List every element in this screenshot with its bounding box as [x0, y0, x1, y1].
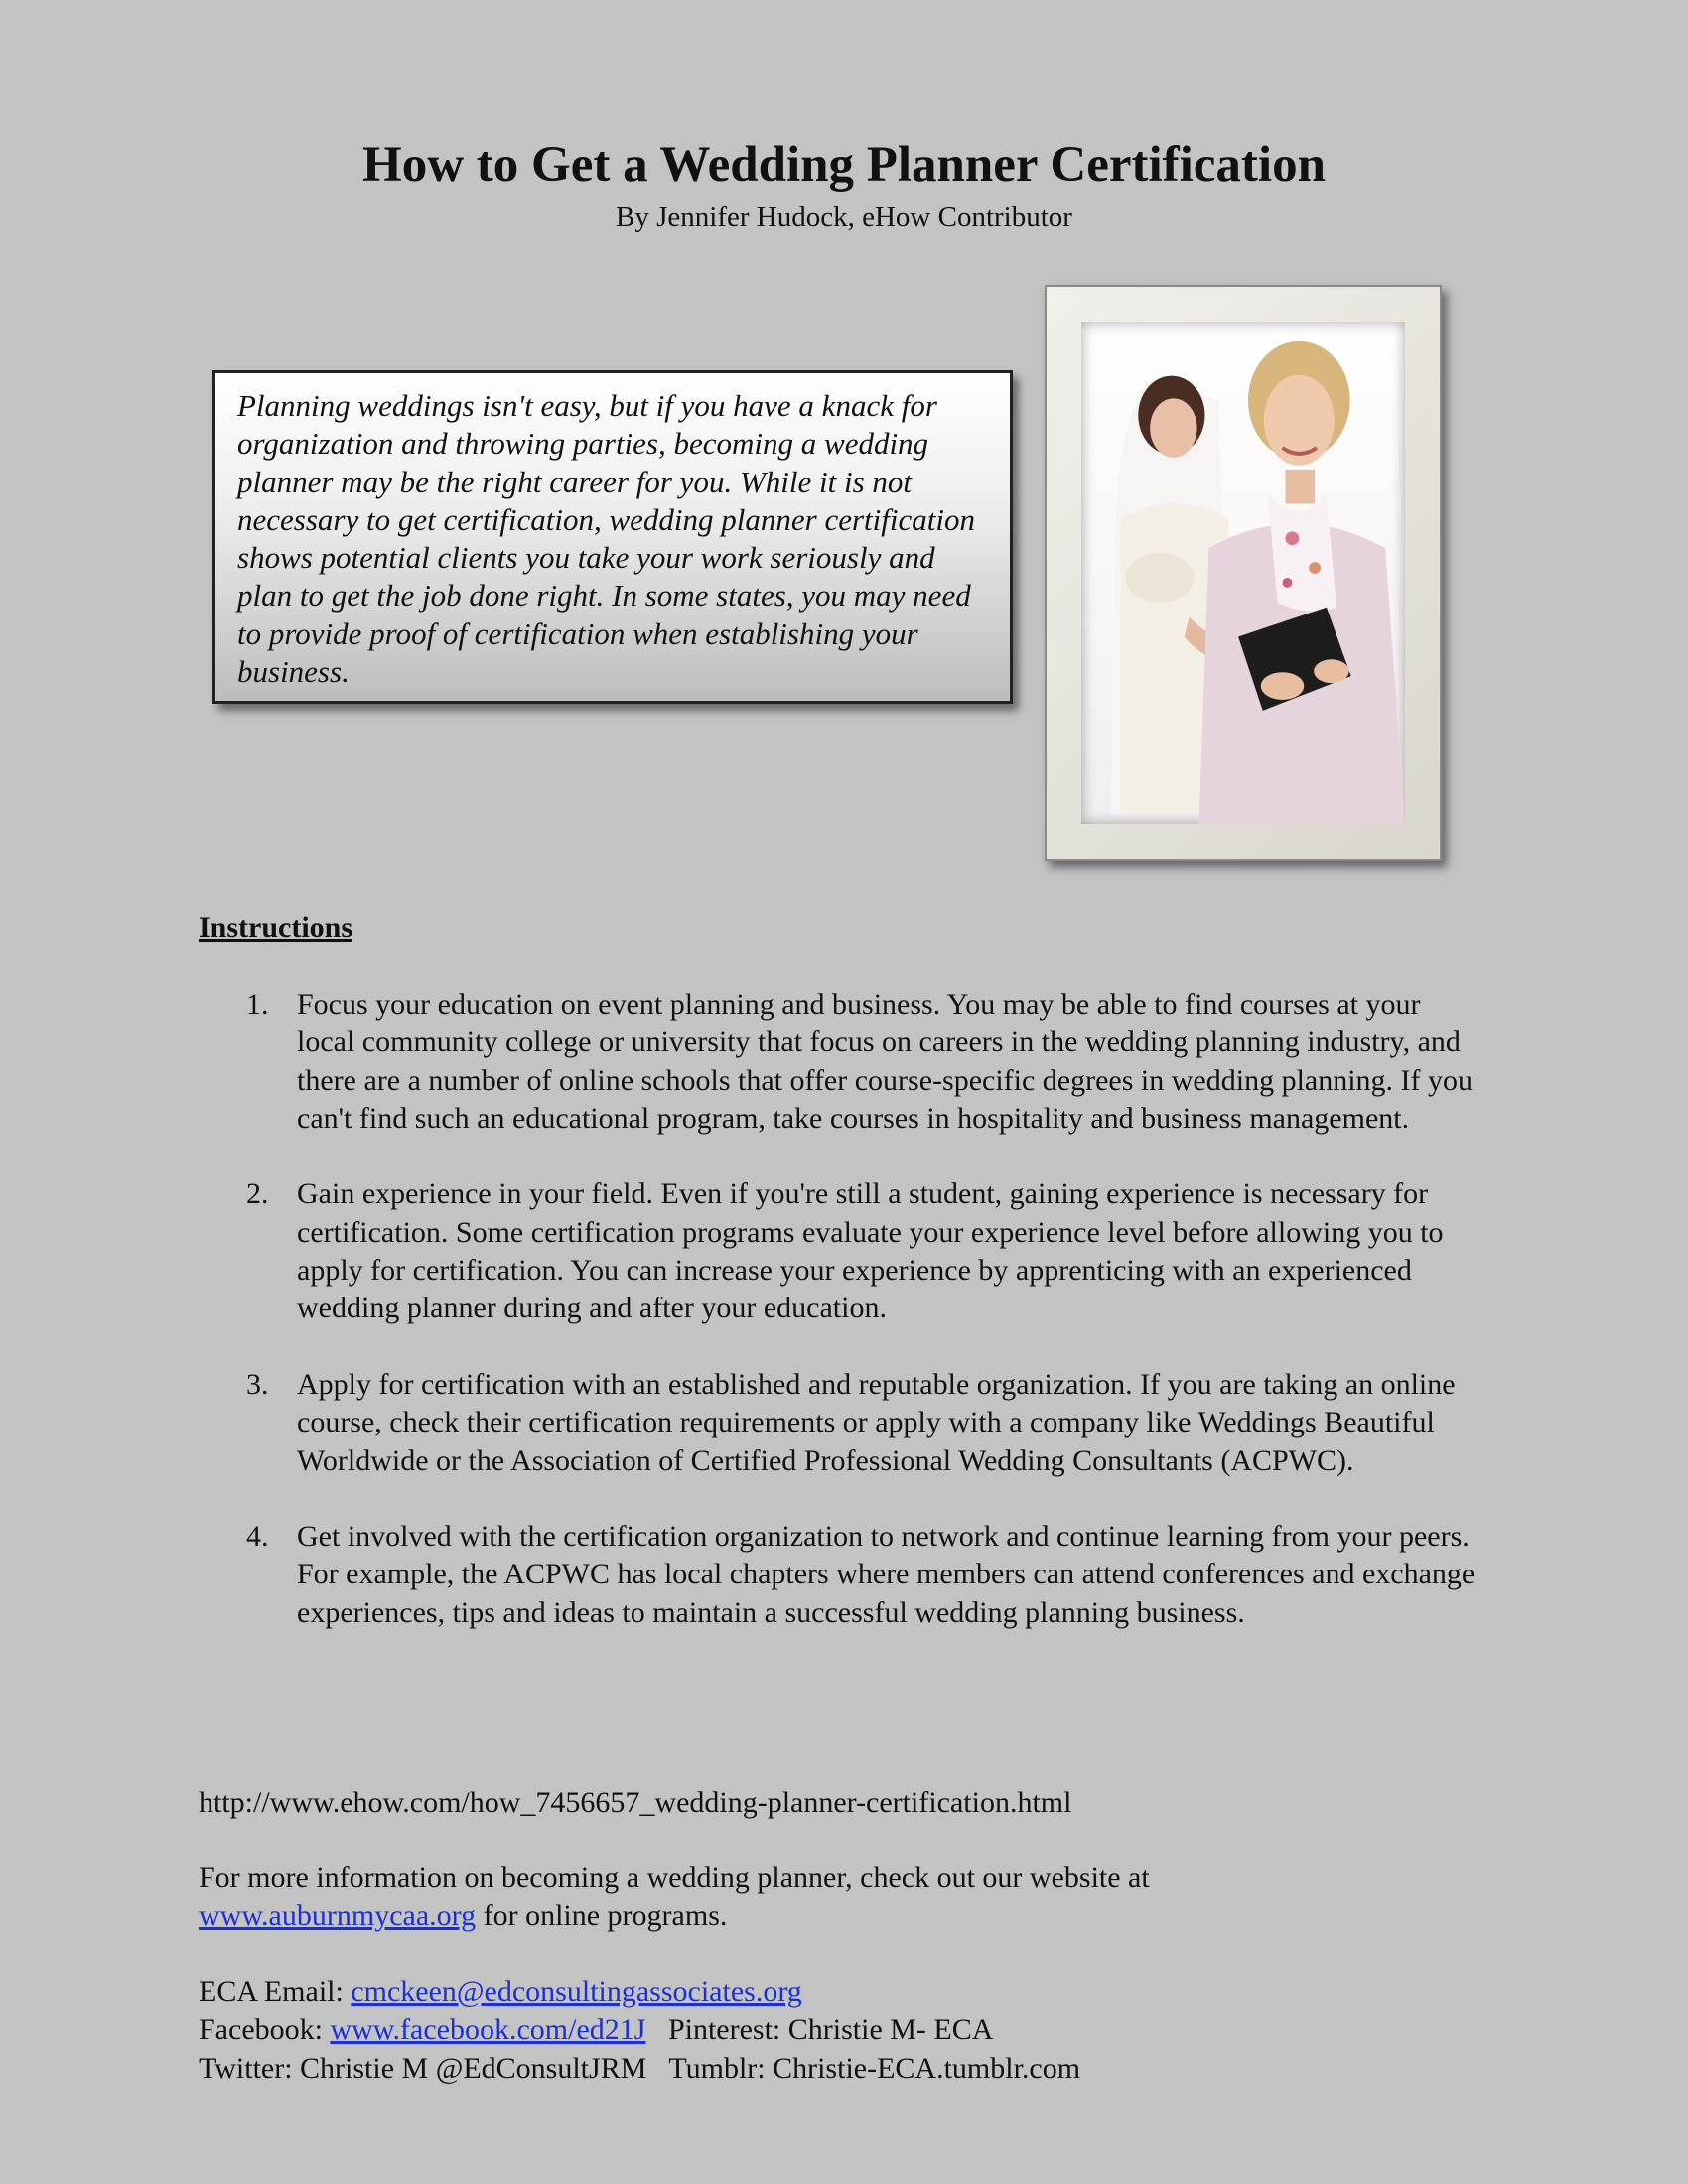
bride-and-planner-illustration: [1081, 322, 1405, 824]
facebook-line: [199, 2011, 1080, 2049]
step-number: 4.: [246, 1520, 269, 1554]
contact-block: [199, 1974, 1080, 2088]
page-title: How to Get a Wedding Planner Certification: [362, 137, 1326, 193]
email-link[interactable]: cmckeen@edconsultingassociates.org: [351, 1976, 802, 2008]
intro-callout: [212, 370, 1013, 704]
website-link[interactable]: www.auburnmycaa.org: [199, 1899, 477, 1933]
list-item: [199, 1518, 1509, 1632]
more-info-suffix: for online programs.: [476, 1899, 728, 1933]
step-text: Apply for certification with an established and reputable organization. If you are taking an online course, check their certification requirements or apply with a company like Weddings Beautiful Worldwide or the Association of Certified Professional Wedding Consultants (ACPWC).: [297, 1367, 1456, 1477]
step-number: 2.: [246, 1177, 269, 1211]
instructions-list: [199, 986, 1509, 1670]
list-item: [199, 1366, 1509, 1480]
facebook-link[interactable]: www.facebook.com/ed21J: [330, 2013, 646, 2047]
email-line: [199, 1974, 1080, 2011]
photo-frame: [1045, 285, 1442, 861]
twitter-line: Twitter: Christie M @EdConsultJRM Tumblr: Christie-ECA.tumblr.com: [199, 2051, 1081, 2085]
byline: By Jennifer Hudock, eHow Contributor: [616, 202, 1072, 233]
more-info-prefix: For more information on becoming a wedding planner, check out our website at: [199, 1861, 1150, 1894]
step-text: Gain experience in your field. Even if you're still a student, gaining experience is necessary for certification. Some certification programs evaluate your experience level before allowing you to apply for certification. You can increase your experience by apprenticing with an experienced wedding planner during and after your education.: [297, 1177, 1444, 1325]
step-number: 3.: [246, 1367, 269, 1401]
intro-text: Planning weddings isn't easy, but if you have a knack for organization and throwing parties, becoming a wedding planner may be the right career for you. While it is not necessary to get certification, wedding planner certification shows potential clients you take your work seriously and plan to get the job done right. In some states, you may need to provide proof of certification when establishing your business.: [237, 388, 975, 690]
list-item: [199, 1175, 1509, 1327]
email-label: ECA Email:: [199, 1976, 352, 2008]
list-item: [199, 986, 1509, 1138]
step-text: Get involved with the certification organization to network and continue learning from your peers. For example, the ACPWC has local chapters where members can attend conferences and exchange experiences, tips and ideas to maintain a successful wedding planning business.: [297, 1520, 1476, 1629]
wedding-photo: [1081, 322, 1405, 824]
facebook-label: Facebook:: [199, 2013, 331, 2047]
step-text: Focus your education on event planning and business. You may be able to find courses at your local community college or university that focus on careers in the wedding planning industry, and there are a number of online schools that offer course-specific degrees in wedding planning. If you can't find such an educational program, take courses in hospitality and business management.: [297, 988, 1474, 1135]
more-info-paragraph: [199, 1859, 1509, 1936]
instructions-heading: Instructions: [199, 911, 353, 944]
pinterest-text: Pinterest: Christie M- ECA: [645, 2013, 994, 2047]
source-url: http://www.ehow.com/how_7456657_wedding-planner-certification.html: [199, 1786, 1072, 1819]
step-number: 1.: [246, 988, 269, 1021]
